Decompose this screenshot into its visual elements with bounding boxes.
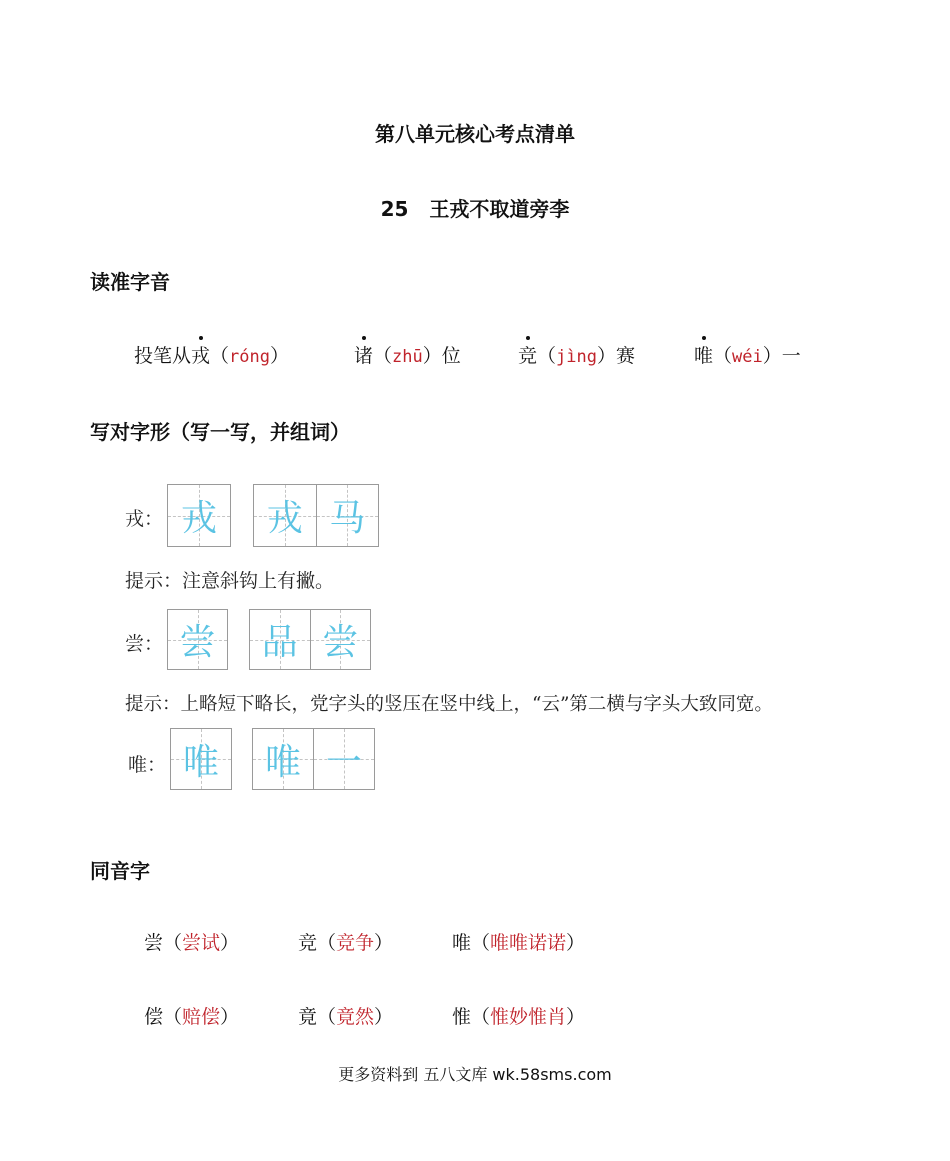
tianzige-word	[252, 728, 375, 790]
grid-cell: 尝	[168, 610, 227, 669]
pinyin: zhū	[392, 347, 423, 367]
writing-hint: 提示：上略短下略长，党字头的竖压在竖中线上，“云”第二横与字头大致同宽。	[125, 694, 773, 715]
homophone-item: 尝（尝试）	[144, 932, 240, 954]
tianzige-single	[170, 728, 232, 790]
writing-label: 唯：	[128, 754, 167, 776]
tianzige-word	[249, 609, 371, 670]
reading-item: 唯（wéi）一	[694, 341, 801, 368]
homophone-item: 偿（赔偿）	[144, 1006, 240, 1028]
section-writing-heading: 写对字形（写一写，并组词）	[90, 420, 350, 444]
dotted-char: 戎	[191, 341, 210, 368]
writing-hint: 提示：注意斜钩上有撇。	[125, 570, 335, 592]
tianzige-single	[167, 609, 228, 670]
section-homophones-heading: 同音字	[90, 859, 150, 883]
reading-item: 投笔从戎（róng）	[134, 341, 289, 368]
grid-cell: 品	[250, 610, 310, 669]
grid-cell: 马	[316, 485, 379, 546]
document-title: 第八单元核心考点清单	[375, 122, 575, 146]
lesson-title	[0, 193, 950, 222]
lesson-number: 25	[380, 197, 409, 221]
tianzige-word	[253, 484, 379, 547]
dotted-char: 诸	[354, 341, 373, 368]
writing-label: 戎：	[125, 508, 164, 530]
lesson-name: 王戎不取道旁李	[429, 197, 570, 221]
tianzige-single	[167, 484, 231, 547]
writing-label: 尝：	[125, 633, 164, 655]
pinyin: róng	[229, 347, 270, 367]
pinyin: jìng	[556, 347, 597, 367]
homophone-item: 竞（竞争）	[298, 932, 394, 954]
dotted-char: 竞	[518, 341, 537, 368]
grid-cell: 戎	[168, 485, 230, 546]
homophone-item: 惟（惟妙惟肖）	[452, 1006, 586, 1028]
homophone-item: 竟（竟然）	[298, 1006, 394, 1028]
section-reading-heading: 读准字音	[90, 270, 170, 294]
grid-cell: 戎	[254, 485, 316, 546]
reading-item: 诸（zhū）位	[354, 341, 461, 368]
grid-cell: 唯	[253, 729, 313, 789]
pinyin: wéi	[732, 347, 763, 367]
dotted-char: 唯	[694, 341, 713, 368]
homophone-item: 唯（唯唯诺诺）	[452, 932, 586, 954]
footer-link[interactable]: 更多资料到 五八文库 wk.58sms.com	[338, 1065, 612, 1084]
grid-cell: 唯	[171, 729, 231, 789]
reading-item: 竞（jìng）赛	[518, 341, 635, 368]
grid-cell: 一	[313, 729, 374, 789]
grid-cell: 尝	[310, 610, 371, 669]
